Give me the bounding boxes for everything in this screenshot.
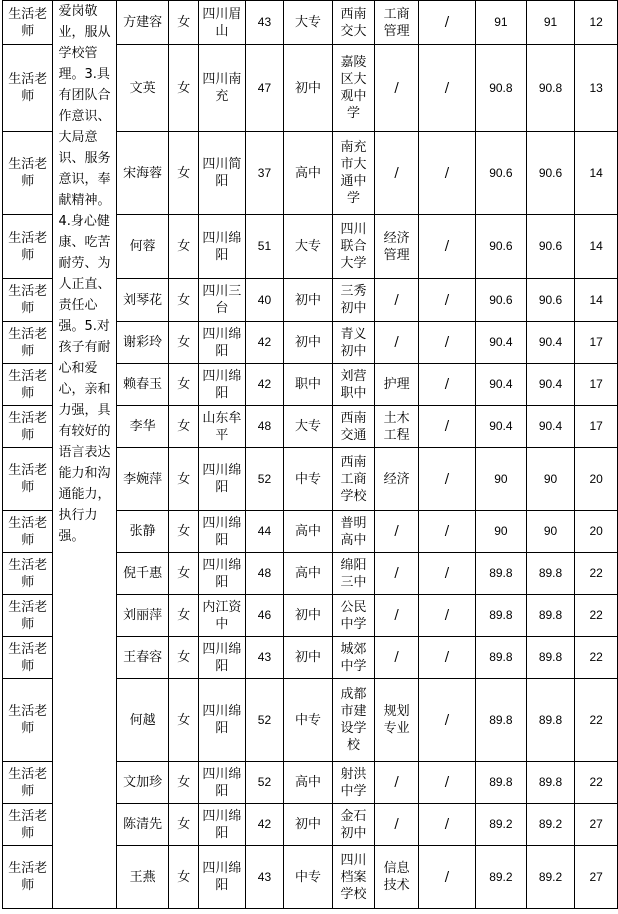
- post-cell: 生活老师: [3, 762, 53, 804]
- name-cell: 李婉萍: [116, 448, 168, 511]
- total-score-cell: 90.8: [526, 45, 575, 132]
- origin-cell: 内江资中: [199, 595, 246, 637]
- table-body: [3, 1, 618, 909]
- rank-cell: 17: [575, 364, 618, 406]
- school-cell: 西南交大: [332, 1, 375, 45]
- gender-cell: 女: [169, 364, 199, 406]
- major-cell: /: [375, 279, 419, 322]
- rank-cell: 13: [575, 45, 618, 132]
- total-score-cell: 90.6: [526, 279, 575, 322]
- total-score-cell: 90.4: [526, 322, 575, 364]
- school-cell: 成都市建设学校: [332, 679, 375, 762]
- education-cell: 大专: [284, 406, 332, 448]
- remark-cell: /: [418, 322, 475, 364]
- origin-cell: 四川绵阳: [199, 637, 246, 679]
- major-cell: 规划专业: [375, 679, 419, 762]
- gender-cell: 女: [169, 511, 199, 553]
- score-cell: 89.8: [476, 553, 527, 595]
- gender-cell: 女: [169, 279, 199, 322]
- post-cell: 生活老师: [3, 364, 53, 406]
- name-cell: 刘丽萍: [116, 595, 168, 637]
- major-cell: /: [375, 132, 419, 215]
- gender-cell: 女: [169, 553, 199, 595]
- post-cell: 生活老师: [3, 45, 53, 132]
- school-cell: 西南工商学校: [332, 448, 375, 511]
- school-cell: 嘉陵区大观中学: [332, 45, 375, 132]
- school-cell: 射洪中学: [332, 762, 375, 804]
- major-cell: /: [375, 511, 419, 553]
- post-cell: 生活老师: [3, 846, 53, 909]
- origin-cell: 四川眉山: [199, 1, 246, 45]
- education-cell: 高中: [284, 762, 332, 804]
- education-cell: 中专: [284, 679, 332, 762]
- age-cell: 48: [245, 553, 284, 595]
- major-cell: 信息技术: [375, 846, 419, 909]
- total-score-cell: 90.6: [526, 215, 575, 279]
- rank-cell: 14: [575, 215, 618, 279]
- remark-cell: /: [418, 406, 475, 448]
- major-cell: /: [375, 595, 419, 637]
- education-cell: 初中: [284, 322, 332, 364]
- age-cell: 46: [245, 595, 284, 637]
- gender-cell: 女: [169, 595, 199, 637]
- education-cell: 初中: [284, 595, 332, 637]
- origin-cell: 四川绵阳: [199, 511, 246, 553]
- major-cell: 工商管理: [375, 1, 419, 45]
- post-cell: 生活老师: [3, 511, 53, 553]
- total-score-cell: 90.6: [526, 132, 575, 215]
- post-cell: 生活老师: [3, 679, 53, 762]
- remark-cell: /: [418, 45, 475, 132]
- school-cell: 四川联合大学: [332, 215, 375, 279]
- education-cell: 大专: [284, 215, 332, 279]
- rank-cell: 22: [575, 637, 618, 679]
- post-cell: 生活老师: [3, 595, 53, 637]
- major-cell: /: [375, 804, 419, 846]
- origin-cell: 山东牟平: [199, 406, 246, 448]
- score-cell: 89.8: [476, 679, 527, 762]
- name-cell: 赖春玉: [116, 364, 168, 406]
- score-cell: 90.6: [476, 279, 527, 322]
- remark-cell: /: [418, 448, 475, 511]
- remark-cell: /: [418, 511, 475, 553]
- name-cell: 倪千惠: [116, 553, 168, 595]
- total-score-cell: 89.8: [526, 762, 575, 804]
- total-score-cell: 90.4: [526, 406, 575, 448]
- name-cell: 王春容: [116, 637, 168, 679]
- origin-cell: 四川绵阳: [199, 846, 246, 909]
- remark-cell: /: [418, 595, 475, 637]
- remark-cell: /: [418, 637, 475, 679]
- age-cell: 40: [245, 279, 284, 322]
- education-cell: 初中: [284, 45, 332, 132]
- education-cell: 中专: [284, 846, 332, 909]
- education-cell: 大专: [284, 1, 332, 45]
- gender-cell: 女: [169, 132, 199, 215]
- remark-cell: /: [418, 1, 475, 45]
- school-cell: 西南交通: [332, 406, 375, 448]
- rank-cell: 17: [575, 406, 618, 448]
- total-score-cell: 90: [526, 511, 575, 553]
- education-cell: 初中: [284, 279, 332, 322]
- score-cell: 90: [476, 511, 527, 553]
- origin-cell: 四川绵阳: [199, 804, 246, 846]
- school-cell: 南充市大通中学: [332, 132, 375, 215]
- post-cell: 生活老师: [3, 406, 53, 448]
- score-cell: 89.2: [476, 804, 527, 846]
- school-cell: 公民中学: [332, 595, 375, 637]
- origin-cell: 四川绵阳: [199, 364, 246, 406]
- age-cell: 47: [245, 45, 284, 132]
- requirements-cell: 爱岗敬业，服从学校管理。3.具有团队合作意识、大局意识、服务意识，奉献精神。4.身心健康、吃苦耐劳、为人正直、责任心强。5.对孩子有耐心和爱心，亲和力强，具有较好的语言表达能力和沟通能力，执行力强。: [53, 1, 117, 909]
- rank-cell: 22: [575, 762, 618, 804]
- education-cell: 初中: [284, 637, 332, 679]
- origin-cell: 四川绵阳: [199, 762, 246, 804]
- education-cell: 职中: [284, 364, 332, 406]
- post-cell: 生活老师: [3, 637, 53, 679]
- remark-cell: /: [418, 215, 475, 279]
- score-cell: 89.2: [476, 846, 527, 909]
- post-cell: 生活老师: [3, 1, 53, 45]
- gender-cell: 女: [169, 448, 199, 511]
- rank-cell: 17: [575, 322, 618, 364]
- rank-cell: 27: [575, 804, 618, 846]
- rank-cell: 20: [575, 511, 618, 553]
- education-cell: 初中: [284, 804, 332, 846]
- gender-cell: 女: [169, 679, 199, 762]
- rank-cell: 22: [575, 553, 618, 595]
- remark-cell: /: [418, 762, 475, 804]
- rank-cell: 14: [575, 279, 618, 322]
- name-cell: 何蓉: [116, 215, 168, 279]
- post-cell: 生活老师: [3, 215, 53, 279]
- age-cell: 48: [245, 406, 284, 448]
- score-cell: 89.8: [476, 595, 527, 637]
- gender-cell: 女: [169, 45, 199, 132]
- major-cell: /: [375, 553, 419, 595]
- rank-cell: 27: [575, 846, 618, 909]
- post-cell: 生活老师: [3, 279, 53, 322]
- name-cell: 王燕: [116, 846, 168, 909]
- education-cell: 中专: [284, 448, 332, 511]
- name-cell: 何越: [116, 679, 168, 762]
- score-cell: 90.4: [476, 364, 527, 406]
- rank-cell: 22: [575, 595, 618, 637]
- gender-cell: 女: [169, 406, 199, 448]
- total-score-cell: 89.8: [526, 595, 575, 637]
- school-cell: 四川档案学校: [332, 846, 375, 909]
- post-cell: 生活老师: [3, 448, 53, 511]
- gender-cell: 女: [169, 804, 199, 846]
- total-score-cell: 90: [526, 448, 575, 511]
- name-cell: 谢彩玲: [116, 322, 168, 364]
- post-cell: 生活老师: [3, 804, 53, 846]
- remark-cell: /: [418, 132, 475, 215]
- gender-cell: 女: [169, 322, 199, 364]
- origin-cell: 四川绵阳: [199, 322, 246, 364]
- gender-cell: 女: [169, 1, 199, 45]
- age-cell: 43: [245, 637, 284, 679]
- age-cell: 42: [245, 804, 284, 846]
- school-cell: 刘营职中: [332, 364, 375, 406]
- major-cell: 土木工程: [375, 406, 419, 448]
- age-cell: 43: [245, 1, 284, 45]
- remark-cell: /: [418, 279, 475, 322]
- major-cell: 护理: [375, 364, 419, 406]
- total-score-cell: 89.8: [526, 553, 575, 595]
- school-cell: 三秀初中: [332, 279, 375, 322]
- origin-cell: 四川绵阳: [199, 448, 246, 511]
- post-cell: 生活老师: [3, 132, 53, 215]
- remark-cell: /: [418, 846, 475, 909]
- name-cell: 方建容: [116, 1, 168, 45]
- name-cell: 刘琴花: [116, 279, 168, 322]
- score-cell: 90.4: [476, 406, 527, 448]
- major-cell: /: [375, 322, 419, 364]
- remark-cell: /: [418, 804, 475, 846]
- origin-cell: 四川南充: [199, 45, 246, 132]
- gender-cell: 女: [169, 846, 199, 909]
- score-cell: 90.6: [476, 215, 527, 279]
- education-cell: 高中: [284, 132, 332, 215]
- total-score-cell: 89.2: [526, 846, 575, 909]
- rank-cell: 20: [575, 448, 618, 511]
- major-cell: /: [375, 45, 419, 132]
- gender-cell: 女: [169, 215, 199, 279]
- total-score-cell: 90.4: [526, 364, 575, 406]
- name-cell: 陈清先: [116, 804, 168, 846]
- total-score-cell: 89.8: [526, 679, 575, 762]
- major-cell: 经济管理: [375, 215, 419, 279]
- gender-cell: 女: [169, 637, 199, 679]
- score-cell: 90.8: [476, 45, 527, 132]
- total-score-cell: 89.2: [526, 804, 575, 846]
- education-cell: 高中: [284, 553, 332, 595]
- age-cell: 37: [245, 132, 284, 215]
- origin-cell: 四川三台: [199, 279, 246, 322]
- education-cell: 高中: [284, 511, 332, 553]
- remark-cell: /: [418, 364, 475, 406]
- total-score-cell: 89.8: [526, 637, 575, 679]
- post-cell: 生活老师: [3, 322, 53, 364]
- school-cell: 城郊中学: [332, 637, 375, 679]
- score-cell: 90.4: [476, 322, 527, 364]
- origin-cell: 四川绵阳: [199, 215, 246, 279]
- major-cell: 经济: [375, 448, 419, 511]
- age-cell: 51: [245, 215, 284, 279]
- origin-cell: 四川绵阳: [199, 679, 246, 762]
- name-cell: 张静: [116, 511, 168, 553]
- age-cell: 43: [245, 846, 284, 909]
- score-cell: 89.8: [476, 762, 527, 804]
- age-cell: 52: [245, 762, 284, 804]
- major-cell: /: [375, 637, 419, 679]
- score-cell: 90: [476, 448, 527, 511]
- age-cell: 44: [245, 511, 284, 553]
- score-cell: 91: [476, 1, 527, 45]
- school-cell: 青义初中: [332, 322, 375, 364]
- post-cell: 生活老师: [3, 553, 53, 595]
- rank-cell: 12: [575, 1, 618, 45]
- gender-cell: 女: [169, 762, 199, 804]
- name-cell: 李华: [116, 406, 168, 448]
- school-cell: 绵阳三中: [332, 553, 375, 595]
- name-cell: 宋海蓉: [116, 132, 168, 215]
- origin-cell: 四川绵阳: [199, 553, 246, 595]
- rank-cell: 22: [575, 679, 618, 762]
- name-cell: 文英: [116, 45, 168, 132]
- table-row: [3, 1, 618, 45]
- age-cell: 42: [245, 322, 284, 364]
- age-cell: 42: [245, 364, 284, 406]
- candidate-table-container: [2, 0, 618, 909]
- score-cell: 90.6: [476, 132, 527, 215]
- school-cell: 普明高中: [332, 511, 375, 553]
- rank-cell: 14: [575, 132, 618, 215]
- total-score-cell: 91: [526, 1, 575, 45]
- remark-cell: /: [418, 679, 475, 762]
- age-cell: 52: [245, 448, 284, 511]
- origin-cell: 四川简阳: [199, 132, 246, 215]
- score-cell: 89.8: [476, 637, 527, 679]
- name-cell: 文加珍: [116, 762, 168, 804]
- school-cell: 金石初中: [332, 804, 375, 846]
- major-cell: /: [375, 762, 419, 804]
- candidate-table: [2, 0, 618, 909]
- remark-cell: /: [418, 553, 475, 595]
- age-cell: 52: [245, 679, 284, 762]
